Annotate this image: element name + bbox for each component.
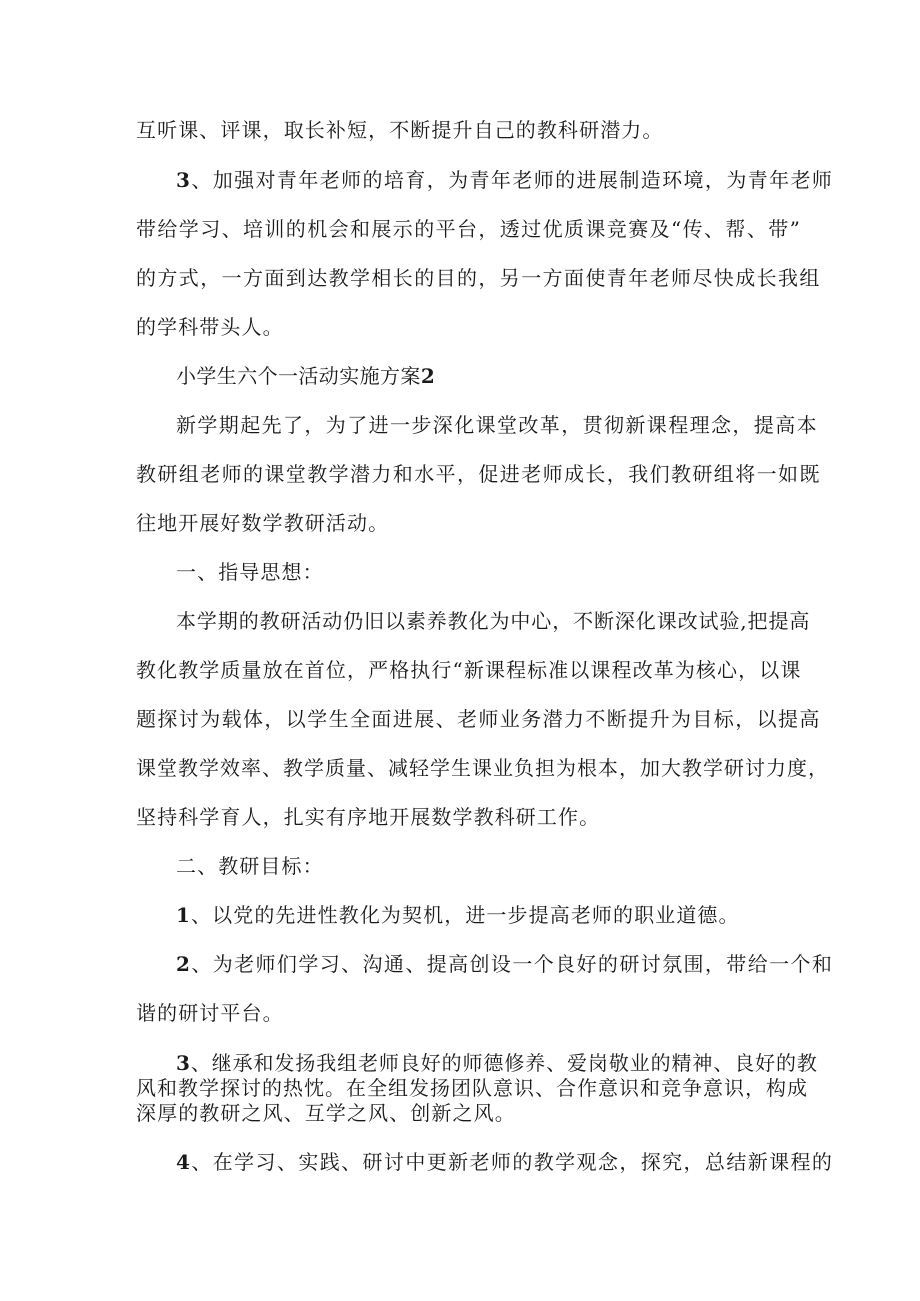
line-text: 往地开展好数学教研活动。	[136, 511, 390, 535]
text-line	[0, 1001, 920, 1025]
line-text: 课堂教学效率、教学质量、减轻学生课业负担为根本，加大教学研讨力度，	[136, 756, 829, 780]
text-line	[0, 903, 920, 927]
line-text: 深厚的教研之风、互学之风、创新之风。	[136, 1101, 516, 1125]
heading-text: 一、指导思想：	[176, 560, 324, 584]
text-line	[0, 511, 920, 535]
text-line	[0, 1051, 920, 1075]
text-line	[0, 168, 920, 192]
section-title-text: 小学生六个一活动实施方案	[176, 364, 421, 388]
line-text: 、继承和发扬我组老师良好的师德修养、爱岗敬业的精神、良好的教	[190, 1051, 818, 1075]
text-line	[0, 805, 920, 829]
line-text: 、以党的先进性教化为契机，进一步提高老师的职业道德。	[191, 903, 740, 927]
section-title	[0, 364, 920, 388]
item-number: 2	[176, 952, 192, 976]
text-line	[0, 756, 920, 780]
text-line	[0, 707, 920, 731]
item-number: 3	[176, 1051, 191, 1075]
heading-text: 二、教研目标：	[176, 854, 324, 878]
line-text: 本学期的教研活动仍旧以素养教化为中心，不断深化课改试验,把提高	[176, 609, 811, 633]
line-text: 坚持科学育人，扎实有序地开展数学教科研工作。	[136, 805, 601, 829]
text-line	[0, 658, 920, 682]
line-text: 风和教学探讨的热忱。在全组发扬团队意识、合作意识和竞争意识，构成	[136, 1076, 808, 1100]
line-text: 的学科带头人。	[136, 315, 284, 339]
line-text: 题探讨为载体，以学生全面进展、老师业务潜力不断提升为目标，以提高	[136, 707, 821, 731]
text-line	[0, 217, 920, 241]
text-line	[0, 266, 920, 290]
section-heading	[0, 854, 920, 878]
text-line	[0, 118, 920, 142]
line-text: 的方式，一方面到达教学相长的目的，另一方面使青年老师尽快成长我组	[136, 266, 821, 290]
text-line	[0, 952, 920, 976]
section-number: 2	[420, 364, 436, 388]
line-text: 、加强对青年老师的培育，为青年老师的进展制造环境，为青年老师	[191, 168, 834, 192]
section-heading	[0, 560, 920, 584]
text-line	[0, 609, 920, 633]
text-line	[0, 1101, 920, 1125]
line-text: 互听课、评课，取长补短，不断提升自己的教科研潜力。	[136, 118, 664, 142]
text-line	[0, 315, 920, 339]
item-number: 3	[176, 168, 192, 192]
text-line	[0, 462, 920, 486]
line-text: 教研组老师的课堂教学潜力和水平，促进老师成长，我们教研组将一如既	[136, 462, 821, 486]
line-text: 带给学习、培训的机会和展示的平台，透过优质课竞赛及“传、帮、带”	[136, 217, 802, 241]
item-number: 1	[176, 903, 192, 927]
text-line	[0, 413, 920, 437]
line-text: 新学期起先了，为了进一步深化课堂改革，贯彻新课程理念，提高本	[176, 413, 818, 437]
item-number: 4	[176, 1150, 192, 1174]
text-line	[0, 1150, 920, 1174]
line-text: 谐的研讨平台。	[136, 1001, 284, 1025]
text-line	[0, 1076, 920, 1100]
line-text: 教化教学质量放在首位，严格执行“新课程标准以课程改革为核心，以课	[136, 658, 802, 682]
line-text: 、在学习、实践、研讨中更新老师的教学观念，探究，总结新课程的	[191, 1150, 834, 1174]
line-text: 、为老师们学习、沟通、提高创设一个良好的研讨氛围，带给一个和	[191, 952, 834, 976]
